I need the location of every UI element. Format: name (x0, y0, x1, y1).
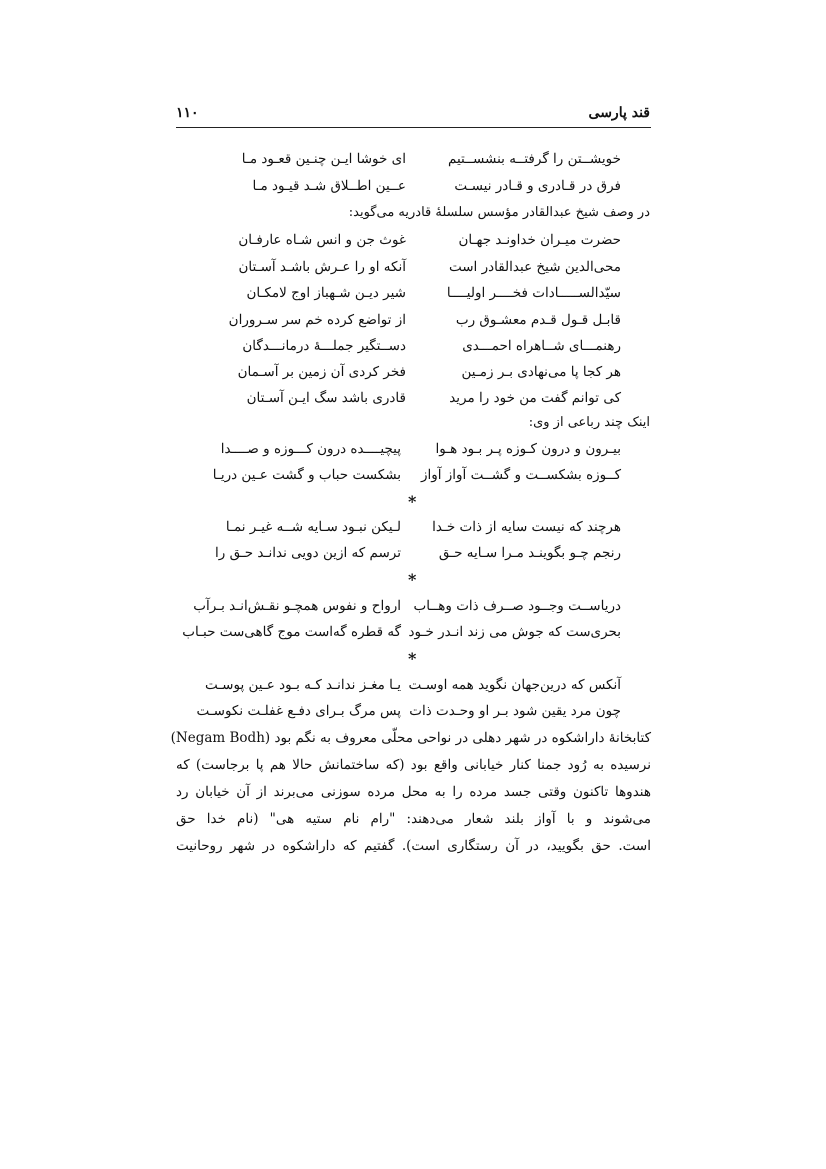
verse-hemistich-right: فرق در قـادری و قـادر نیسـت (454, 178, 621, 194)
verse-hemistich-left: ای خوشا ایـن چنـین قعـود مـا (241, 151, 406, 167)
quatrain-line-left: لـیکن نبـود سـایه شــه غیـر نمـا (225, 519, 401, 535)
quatrain-separator: * (408, 570, 417, 589)
quatrain-line-right: کــوزه بشکســت و گشــت آواز آواز (420, 467, 621, 483)
quatrain-line-left: بشکست حباب و گشت عـین دریـا (212, 467, 401, 483)
verse-hemistich-left: فخر کردی آن زمین بر آسـمان (237, 364, 406, 380)
verse-hemistich-right: محی‌الدین شیخ عبدالقادر است (448, 259, 621, 275)
verse-hemistich-left: از تواضع کرده خم سر سـروران (228, 312, 406, 328)
quatrain-line-left: ارواح و نفوس همچـو نقـش‌انـد بـرآب (193, 598, 401, 614)
section-intro: در وصف شیخ عبدالقادر مؤسس سلسلهٔ قادریه می‌گوید: (348, 205, 650, 220)
quatrain-line-right: رنجم چـو بگوینـد مـرا سـایه حـق (438, 545, 621, 561)
paragraph-line: هندوها تاکنون وقتی جسد مرده را به محل مرده سوزنی می‌برند از آن خیابان رد (176, 784, 651, 800)
quatrain-line-left: پیچیــــده درون کـــوزه و صــــدا (220, 441, 401, 457)
section-intro: اینک چند رباعی از وی: (528, 415, 650, 430)
verse-hemistich-right: هر کجا پا می‌نهادی بـر زمـین (461, 364, 621, 380)
page-number: ۱۱۰ (176, 105, 199, 121)
quatrain-line-left: گه قطره گه‌است موج گاهی‌ست حبـاب (182, 624, 401, 640)
verse-hemistich-right: قابـل قـول قـدم معشـوق رب (455, 312, 621, 328)
paragraph-line: می‌شوند و با آواز بلند شعار می‌دهند: "رام نام ستیه هی" (نام خدا حق (176, 811, 651, 827)
quatrain-line-right: دریاســت وجــود صــرف ذات وهــاب (413, 598, 621, 614)
verse-hemistich-left: آنکه او را عـرش باشـد آسـتان (238, 259, 406, 275)
verse-hemistich-left: دســتگیر جملـــهٔ درمانـــدگان (242, 338, 406, 354)
header-rule (176, 127, 651, 128)
quatrain-line-left: ترسم که ازین دویی ندانـد حـق را (215, 545, 401, 561)
verse-hemistich-right: حضرت میـران خداونـد جهـان (458, 232, 621, 248)
quatrain-line-left: پس مرگ بـرای دفـع غفلـت نکوسـت (196, 703, 401, 719)
quatrain-separator: * (408, 492, 417, 511)
quatrain-line-right: هرچند که نیست سایه از ذات خـدا (432, 519, 621, 535)
verse-hemistich-left: قادری باشد سگ ایـن آسـتان (246, 390, 406, 406)
paragraph-line: کتابخانهٔ داراشکوه در شهر دهلی در نواحی محلّی معروف به نگم بود (Negam Bodh) (170, 730, 651, 746)
quatrain-line-right: آنکس که درین‌جهان نگوید همه اوسـت (408, 677, 621, 693)
quatrain-line-left: یـا مغـز ندانـد کـه بـود عـین پوسـت (204, 677, 401, 693)
verse-hemistich-right: خویشــتن را گرفتــه بنشســتیم (447, 151, 621, 167)
verse-hemistich-right: کی توانم گفت من خود را مرید (449, 390, 621, 406)
verse-hemistich-right: سیّدالســـــادات فخــــر اولیــــا (446, 285, 621, 301)
verse-hemistich-left: شیر دیـن شـهباز اوج لامکـان (246, 285, 406, 301)
verse-hemistich-left: غوث جن و انس شـاه عارفـان (238, 232, 406, 248)
quatrain-line-right: چون مرد یقین شود بـر او وحـدت ذات (409, 703, 621, 719)
quatrain-line-right: بیـرون و درون کـوزه پـر بـود هـوا (435, 441, 621, 457)
paragraph-line: است. حق بگویید، در آن رستگاری است). گفتیم که داراشکوه در شهر روحانیت (176, 838, 651, 854)
quatrain-line-right: بحری‌ست که جوش می زند انـدر خـود (408, 624, 621, 640)
paragraph-line: نرسیده به رُود جمنا کنار خیابانی واقع بود (که ساختمانش حالا هم پا برجاست) که (176, 757, 651, 773)
verse-hemistich-right: رهنمـــای شــاهراه احمـــدی (462, 338, 621, 354)
quatrain-separator: * (408, 649, 417, 668)
running-header-title: قند پارسی (588, 105, 650, 121)
verse-hemistich-left: عــین اطــلاق شـد قیـود مـا (252, 178, 406, 194)
